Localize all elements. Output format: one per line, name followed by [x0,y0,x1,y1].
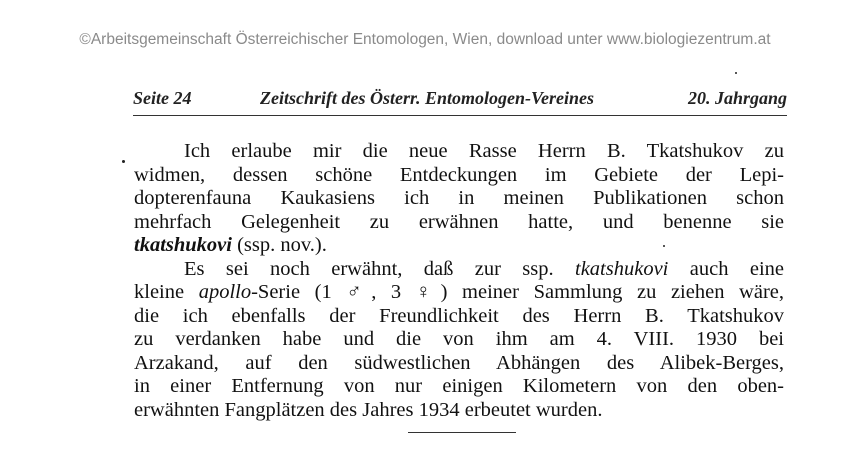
paragraph-1-line-5 [134,234,784,258]
print-speck [735,72,737,74]
paragraph-2-line-1 [134,258,784,282]
subspecies-name-inline: tkatshukovi [575,257,669,280]
running-head [133,88,787,112]
header-rule [133,115,787,116]
paragraph-1-line-3: dopterenfauna Kaukasiens ich in meinen Publikationen schon [134,187,784,209]
paragraph-2-line-2 [134,281,784,305]
paragraph-2-line-2-b: -Serie (1 ♂, 3 ♀) meiner Sammlung zu ziehen wäre, [251,281,784,303]
paragraph-1-line-4: mehrfach Gelegenheit zu erwähnen hatte, und benenne sie [134,210,784,233]
paragraph-1-line-5-rest: (ssp. nov.). [231,234,327,256]
journal-title: Zeitschrift des Österr. Entomologen-Vereines [260,88,595,108]
end-rule [408,432,516,433]
copyright-watermark: ©Arbeitsgemeinschaft Österreichischer Entomologen, Wien, download unter www.biologiezentrum.at [79,31,771,48]
subspecies-name: tkatshukovi [134,234,232,256]
volume-label: 20. Jahrgang [687,88,787,108]
print-speck [122,160,125,163]
article-body [134,140,784,422]
paragraph-1-line-2: widmen, dessen schöne Entdeckungen im Gebiete der Lepi- [134,163,784,186]
paragraph-2-line-1-a: Es sei noch erwähnt, daß zur ssp. [184,257,576,280]
paragraph-2-line-3: die ich ebenfalls der Freundlichkeit des Herrn B. Tkatshukov [134,304,784,327]
paragraph-2-line-4: zu verdanken habe und die von ihm am 4. VIII. 1930 bei [134,328,784,350]
paragraph-2-line-7: erwähnten Fangplätzen des Jahres 1934 erbeutet wurden. [134,398,603,421]
paragraph-2-line-1-b: auch eine [668,257,784,280]
paragraph-2-line-5: Arzakand, auf den südwestlichen Abhängen des Alibek-Berges, [134,351,784,374]
page-number: Seite 24 [133,88,192,108]
species-name-apollo: apollo [198,281,252,303]
paragraph-1-line-1: Ich erlaube mir die neue Rasse Herrn B. Tkatshukov zu [184,140,784,162]
print-speck [663,245,665,247]
paragraph-2-line-6: in einer Entfernung von nur einigen Kilometern von den oben- [134,375,784,397]
paragraph-2-line-2-a: kleine [134,281,199,303]
